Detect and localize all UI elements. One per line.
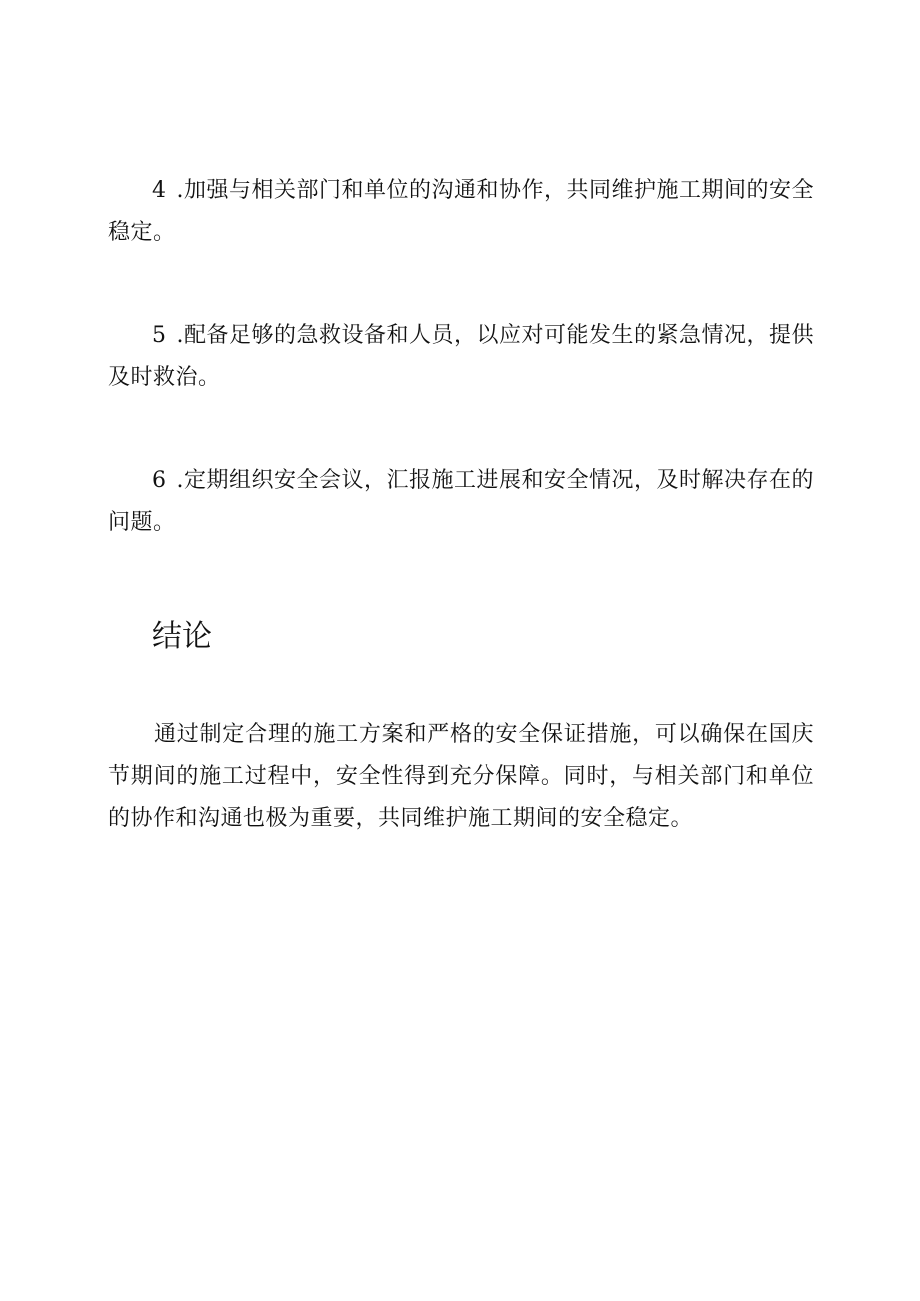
list-item-number: 4	[152, 178, 167, 203]
list-item-text: .配备足够的急救设备和人员，以应对可能发生的紧急情况，提供及时救治。	[108, 323, 814, 390]
list-item	[108, 170, 814, 254]
list-item	[108, 315, 814, 399]
list-item-text: .加强与相关部门和单位的沟通和协作，共同维护施工期间的安全稳定。	[108, 178, 814, 245]
conclusion-heading: 结论	[152, 619, 212, 654]
list-item-text: .定期组织安全会议，汇报施工进展和安全情况，及时解决存在的问题。	[108, 468, 814, 535]
conclusion-paragraph: 通过制定合理的施工方案和严格的安全保证措施，可以确保在国庆节期间的施工过程中，安全性得到充分保障。同时，与相关部门和单位的协作和沟通也极为重要，共同维护施工期间的安全稳定。	[108, 722, 814, 831]
list-item-number: 6	[152, 468, 167, 493]
list-item-number: 5	[152, 323, 167, 348]
list-item	[108, 460, 814, 544]
